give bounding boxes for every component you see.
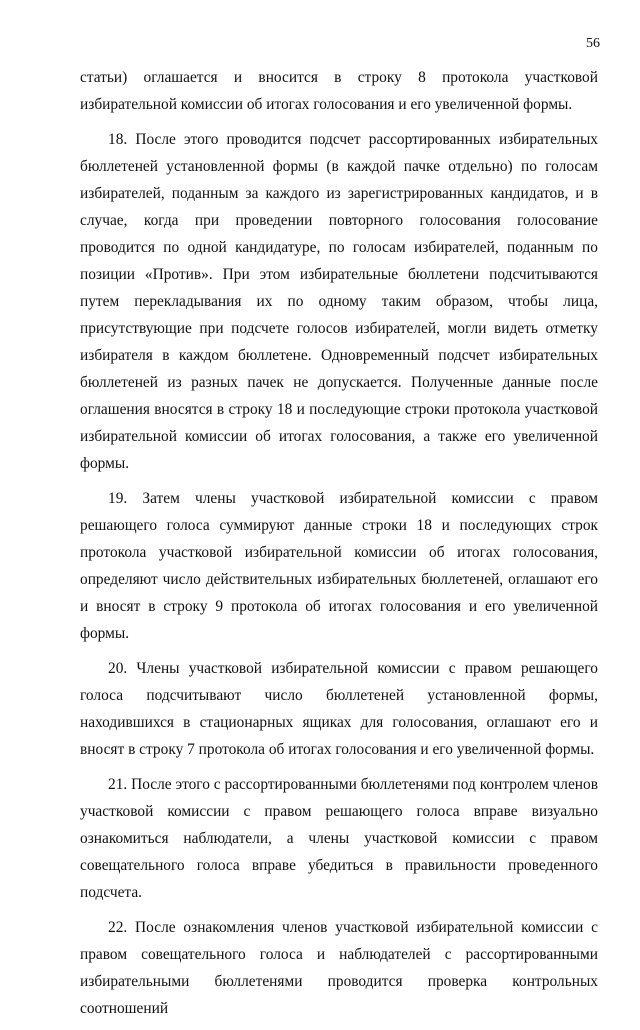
page-number: 56 — [586, 36, 600, 51]
paragraph-19: 19. Затем члены участковой избирательной комиссии с правом решающего голоса суммируют данные строки 18 и последующих строк протокола участковой избирательной комиссии об итогах голосования, определяют число действительных избирательных бюллетеней, оглашают его и вносят в строку 9 протокола об итогах голосования и его увеличенной формы. — [80, 490, 598, 642]
paragraph-22: 22. После ознакомления членов участковой избирательной комиссии с правом совещательного голоса и наблюдателей с рассортированными избирательными бюллетенями проводится проверка контрольных соотношений — [80, 919, 598, 1017]
paragraph-continuation: статьи) оглашается и вносится в строку 8 протокола участковой избирательной комиссии об итогах голосования и его увеличенной формы. — [80, 69, 598, 113]
paragraph-20: 20. Члены участковой избирательной комиссии с правом решающего голоса подсчитывают число бюллетеней установленной формы, находившихся в стационарных ящиках для голосования, оглашают его и вносят в строку 7 протокола об итогах голосования и его увеличенной формы. — [80, 660, 598, 758]
paragraph-18: 18. После этого проводится подсчет рассортированных избирательных бюллетеней установленной формы (в каждой пачке отдельно) по голосам избирателей, поданным за каждого из зарегистрированных кандидатов, и в случае, когда при проведении повторного голосования голосование проводится по одной кандидатуре, по голосам избирателей, поданным по позиции «Против». При этом избирательные бюллетени подсчитываются путем перекладывания их по одному таким образом, чтобы лица, присутствующие при подсчете голосов избирателей, могли видеть отметку избирателя в каждом бюллетене. Одновременный подсчет избирательных бюллетеней из разных пачек не допускается. Полученные данные после оглашения вносятся в строку 18 и последующие строки протокола участковой избирательной комиссии об итогах голосования, а также его увеличенной формы. — [80, 131, 598, 472]
paragraph-21: 21. После этого с рассортированными бюллетенями под контролем членов участковой комиссии с правом решающего голоса вправе визуально ознакомиться наблюдатели, а члены участковой комиссии с правом совещательного голоса вправе убедиться в правильности проведенного подсчета. — [80, 776, 598, 901]
document-body — [80, 64, 598, 1030]
